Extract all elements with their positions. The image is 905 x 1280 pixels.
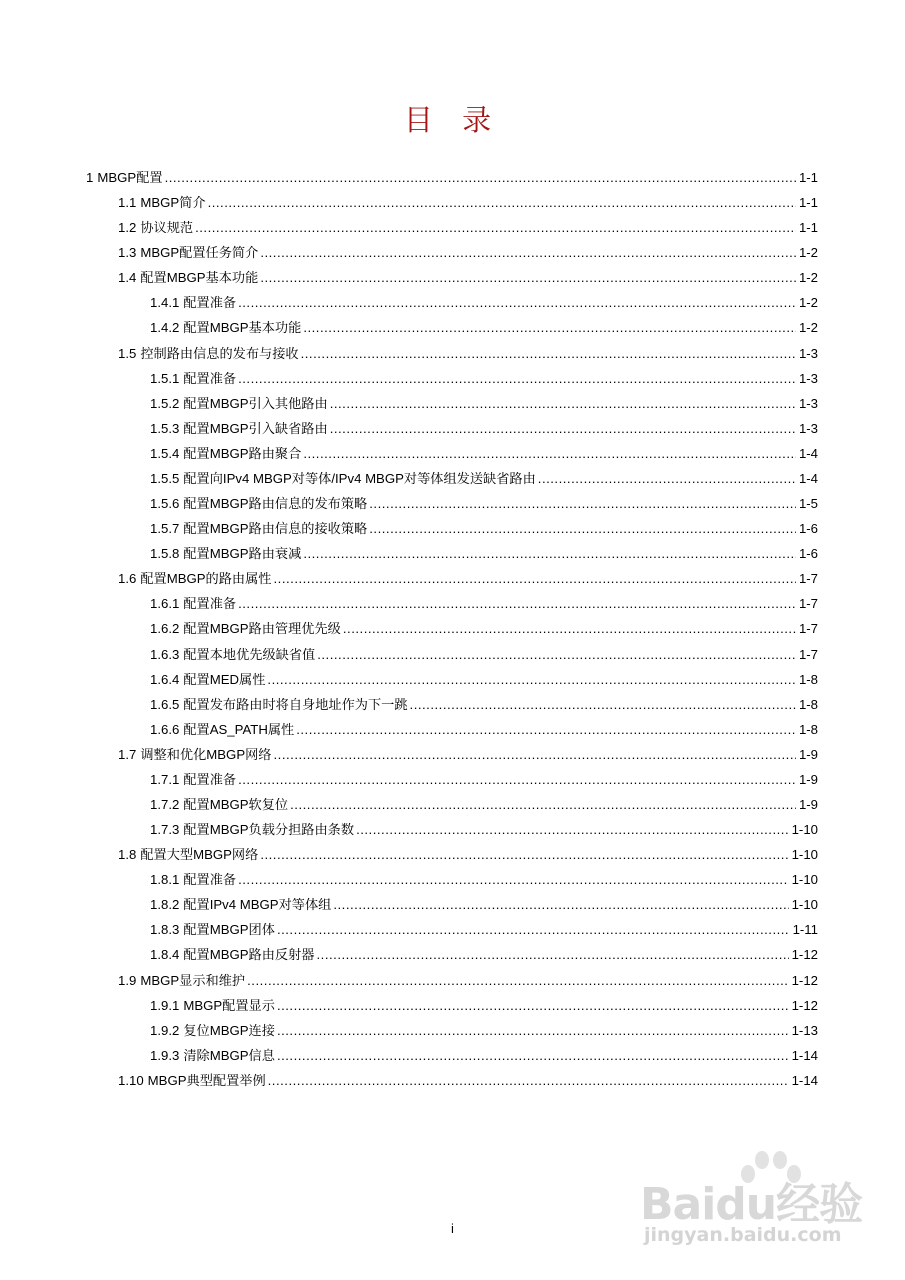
toc-entry-page: 1-6 <box>798 546 818 562</box>
toc-leader-dots <box>290 795 796 815</box>
toc-entry-number: 1.7.1 <box>150 771 180 787</box>
toc-entry[interactable] <box>150 469 818 489</box>
toc-entry-title: MBGP配置显示 <box>183 997 275 1013</box>
toc-entry-number: 1.5.5 <box>150 470 180 486</box>
toc-entry-title: 配置准备 <box>183 596 237 612</box>
toc-leader-dots <box>238 870 789 890</box>
toc-entry[interactable] <box>150 870 818 890</box>
toc-entry-title: 配置MBGP引入缺省路由 <box>183 420 328 436</box>
toc-leader-dots <box>303 318 796 338</box>
toc-entry-number: 1.7.2 <box>150 797 180 812</box>
page-number: i <box>451 1221 454 1236</box>
toc-entry-page: 1-12 <box>791 997 818 1013</box>
toc-entry[interactable] <box>118 344 818 364</box>
toc-entry-title: MBGP配置任务简介 <box>140 245 259 261</box>
toc-entry-title: 控制路由信息的发布与接收 <box>140 345 299 361</box>
toc-entry-page: 1-2 <box>798 245 818 261</box>
toc-leader-dots <box>301 344 796 364</box>
toc-entry-title: 配置MBGP负载分担路由条数 <box>183 822 355 838</box>
toc-leader-dots <box>277 1046 789 1066</box>
toc-entry[interactable] <box>150 619 818 639</box>
toc-entry-number: 1.4.1 <box>150 295 180 311</box>
toc-entry-number: 1.7 <box>118 746 137 762</box>
toc-entry-title: 清除MBGP信息 <box>183 1047 275 1063</box>
toc-entry-title: MBGP显示和维护 <box>140 972 246 988</box>
toc-entry[interactable] <box>150 594 818 614</box>
toc-entry-title: 配置准备 <box>183 370 237 386</box>
toc-leader-dots <box>369 494 796 514</box>
toc-entry-number: 1.6.5 <box>150 696 180 712</box>
toc-entry-page: 1-11 <box>792 922 818 938</box>
toc-entry-page: 1-3 <box>798 370 818 386</box>
toc-entry-page: 1-13 <box>791 1022 818 1038</box>
toc-entry-page: 1-4 <box>798 470 818 486</box>
toc-leader-dots <box>333 895 788 915</box>
toc-leader-dots <box>277 1021 789 1041</box>
toc-entry-page: 1-2 <box>798 320 818 336</box>
toc-entry-title: 复位MBGP连接 <box>183 1022 275 1038</box>
toc-entry[interactable] <box>150 945 818 965</box>
toc-entry-number: 1 <box>86 170 94 185</box>
toc-entry-page: 1-4 <box>798 445 818 461</box>
toc-entry-title: 配置MBGP路由衰减 <box>183 546 302 562</box>
toc-leader-dots <box>303 544 796 564</box>
toc-entry-page: 1-1 <box>798 195 818 211</box>
toc-entry[interactable] <box>150 444 818 464</box>
toc-entry-title: 配置MBGP路由聚合 <box>183 445 302 461</box>
toc-leader-dots <box>165 168 796 188</box>
toc-entry-number: 1.2 <box>118 220 137 236</box>
toc-entry-title: 配置准备 <box>183 872 237 888</box>
toc-entry[interactable] <box>150 645 818 665</box>
toc-entry-page: 1-9 <box>798 771 818 787</box>
toc-entry-page: 1-2 <box>798 295 818 311</box>
toc-leader-dots <box>330 394 796 414</box>
toc-entry-page: 1-3 <box>798 345 818 361</box>
toc-entry-number: 1.10 <box>118 1072 144 1088</box>
toc-entry[interactable] <box>150 695 818 715</box>
toc-entry-page: 1-7 <box>798 571 818 587</box>
toc-entry-title: 配置大型MBGP网络 <box>140 847 259 863</box>
toc-leader-dots <box>369 519 796 539</box>
toc-entry-number: 1.7.3 <box>150 822 180 838</box>
toc-entry-number: 1.8.3 <box>150 922 180 938</box>
toc-entry-page: 1-14 <box>791 1047 818 1063</box>
toc-entry-page: 1-8 <box>798 721 818 737</box>
toc-entry-number: 1.9 <box>118 972 137 988</box>
toc-leader-dots <box>303 444 796 464</box>
toc-entry[interactable] <box>150 920 818 940</box>
toc-leader-dots <box>238 594 796 614</box>
toc-entry-title: 协议规范 <box>140 220 194 236</box>
toc-entry-title: 配置MBGP基本功能 <box>140 270 259 286</box>
toc-entry-page: 1-10 <box>791 847 818 863</box>
toc-entry[interactable] <box>118 193 818 213</box>
toc-entry-page: 1-7 <box>798 621 818 637</box>
toc-entry[interactable] <box>150 770 818 790</box>
toc-leader-dots <box>247 971 788 991</box>
toc-entry-page: 1-3 <box>798 395 818 411</box>
toc-entry-title: 配置IPv4 MBGP对等体组 <box>183 897 332 913</box>
toc-entry[interactable] <box>150 1046 818 1066</box>
toc-entry-title: MBGP配置 <box>97 170 163 185</box>
toc-entry-page: 1-12 <box>791 972 818 988</box>
toc-leader-dots <box>343 619 796 639</box>
toc-entry-page: 1-3 <box>798 420 818 436</box>
toc-entry[interactable] <box>150 369 818 389</box>
toc-leader-dots <box>330 419 796 439</box>
toc-entry-number: 1.6.4 <box>150 671 180 687</box>
toc-entry-page: 1-8 <box>798 696 818 712</box>
toc-entry-title: 配置MBGP引入其他路由 <box>183 395 328 411</box>
toc-leader-dots <box>277 996 789 1016</box>
toc-leader-dots <box>260 243 796 263</box>
toc-entry-title: 配置MBGP的路由属性 <box>140 571 272 587</box>
toc-entry-title: 配置MBGP团体 <box>183 922 275 938</box>
toc-entry-number: 1.6.6 <box>150 721 180 737</box>
toc-entry-page: 1-12 <box>791 947 818 963</box>
toc-leader-dots <box>317 645 796 665</box>
toc-entry-number: 1.5 <box>118 345 137 361</box>
toc-entry[interactable] <box>118 845 818 865</box>
watermark-url: jingyan.baidu.com <box>644 1224 842 1246</box>
toc-leader-dots <box>238 369 796 389</box>
toc-entry-page: 1-7 <box>798 596 818 612</box>
toc-entry-number: 1.5.6 <box>150 496 180 512</box>
toc-entry[interactable] <box>118 218 818 238</box>
toc-entry[interactable] <box>150 720 818 740</box>
toc-entry[interactable] <box>118 268 818 288</box>
toc-entry[interactable] <box>150 494 818 514</box>
toc-entry-title: MBGP简介 <box>140 195 206 211</box>
toc-entry-page: 1-9 <box>798 746 818 762</box>
toc-entry-number: 1.5.4 <box>150 445 180 461</box>
toc-leader-dots <box>317 945 789 965</box>
toc-entry[interactable] <box>150 996 818 1016</box>
toc-entry-number: 1.5.8 <box>150 546 180 562</box>
toc-entry-number: 1.6.3 <box>150 646 180 662</box>
toc-entry-number: 1.9.1 <box>150 997 180 1013</box>
toc-entry-number: 1.1 <box>118 195 137 211</box>
toc-entry-title: 调整和优化MBGP网络 <box>140 746 272 762</box>
toc-entry-number: 1.4 <box>118 270 137 286</box>
toc-entry-page: 1-5 <box>798 496 818 512</box>
toc-entry-number: 1.6.1 <box>150 596 180 612</box>
toc-entry-title: 配置准备 <box>183 771 237 787</box>
toc-entry-title: 配置AS_PATH属性 <box>183 721 295 737</box>
toc-entry[interactable] <box>118 1071 818 1091</box>
toc-entry-page: 1-8 <box>798 671 818 687</box>
toc-entry-title: 配置MBGP路由反射器 <box>183 947 315 963</box>
toc-entry-number: 1.8.2 <box>150 897 180 913</box>
toc-entry-page: 1-9 <box>798 797 818 812</box>
toc-entry-page: 1-1 <box>798 220 818 236</box>
toc-entry[interactable] <box>118 971 818 991</box>
toc-leader-dots <box>260 845 788 865</box>
toc-entry-title: 配置MBGP路由信息的发布策略 <box>183 496 368 512</box>
toc-leader-dots <box>195 218 796 238</box>
toc-entry-number: 1.4.2 <box>150 320 180 336</box>
toc-entry-page: 1-1 <box>798 170 818 185</box>
toc-entry[interactable] <box>150 795 818 815</box>
page-title: 目 录 <box>403 103 502 137</box>
toc-entry[interactable] <box>118 569 818 589</box>
toc-leader-dots <box>208 193 796 213</box>
toc-entry-title: 配置MBGP路由管理优先级 <box>183 621 341 637</box>
toc-entry-title: MBGP典型配置举例 <box>147 1072 266 1088</box>
toc-leader-dots <box>238 293 796 313</box>
toc-leader-dots <box>538 469 796 489</box>
watermark-logo: Baidu经验 <box>640 1179 863 1230</box>
toc-entry-number: 1.8.4 <box>150 947 180 963</box>
toc-entry-number: 1.5.7 <box>150 521 180 537</box>
toc-entry-number: 1.8 <box>118 847 137 863</box>
toc-entry[interactable] <box>150 895 818 915</box>
toc-entry-number: 1.5.1 <box>150 370 180 386</box>
toc-entry-title: 配置向IPv4 MBGP对等体/IPv4 MBGP对等体组发送缺省路由 <box>183 470 536 486</box>
toc-entry-number: 1.9.3 <box>150 1047 180 1063</box>
toc-entry[interactable] <box>150 318 818 338</box>
toc-entry-number: 1.5.3 <box>150 420 180 436</box>
toc-entry-title: 配置本地优先级缺省值 <box>183 646 316 662</box>
toc-entry[interactable] <box>150 293 818 313</box>
toc-entry-title: 配置MED属性 <box>183 671 266 687</box>
toc-leader-dots <box>260 268 796 288</box>
toc-leader-dots <box>296 720 796 740</box>
toc-entry[interactable] <box>150 544 818 564</box>
toc-entry-number: 1.3 <box>118 245 137 261</box>
toc-entry-number: 1.6.2 <box>150 621 180 637</box>
toc-leader-dots <box>356 820 789 840</box>
toc-entry[interactable] <box>150 670 818 690</box>
toc-entry-number: 1.5.2 <box>150 395 180 411</box>
toc-entry-page: 1-6 <box>798 521 818 537</box>
toc-entry[interactable] <box>150 820 818 840</box>
toc-leader-dots <box>410 695 796 715</box>
toc-entry[interactable] <box>86 168 818 188</box>
toc-entry-page: 1-14 <box>791 1072 818 1088</box>
toc-entry-title: 配置准备 <box>183 295 237 311</box>
toc-leader-dots <box>274 745 796 765</box>
toc-entry[interactable] <box>150 394 818 414</box>
toc-entry[interactable] <box>150 1021 818 1041</box>
toc-entry-number: 1.8.1 <box>150 872 180 888</box>
toc-entry-title: 配置发布路由时将自身地址作为下一跳 <box>183 696 408 712</box>
toc-leader-dots <box>268 1071 789 1091</box>
toc-entry[interactable] <box>150 419 818 439</box>
toc-entry[interactable] <box>150 519 818 539</box>
toc-entry-page: 1-10 <box>791 872 818 888</box>
toc-entry-title: 配置MBGP路由信息的接收策略 <box>183 521 368 537</box>
toc-entry-title: 配置MBGP基本功能 <box>183 320 302 336</box>
toc-entry-title: 配置MBGP软复位 <box>183 797 289 812</box>
toc-entry-number: 1.9.2 <box>150 1022 180 1038</box>
toc-entry-page: 1-10 <box>791 897 818 913</box>
toc-leader-dots <box>238 770 796 790</box>
toc-entry[interactable] <box>118 243 818 263</box>
toc-entry-page: 1-7 <box>798 646 818 662</box>
toc-entry[interactable] <box>118 745 818 765</box>
toc-entry-number: 1.6 <box>118 571 137 587</box>
toc-leader-dots <box>277 920 790 940</box>
toc-entry-page: 1-2 <box>798 270 818 286</box>
toc-leader-dots <box>274 569 796 589</box>
toc-entry-page: 1-10 <box>791 822 818 838</box>
toc-leader-dots <box>267 670 796 690</box>
